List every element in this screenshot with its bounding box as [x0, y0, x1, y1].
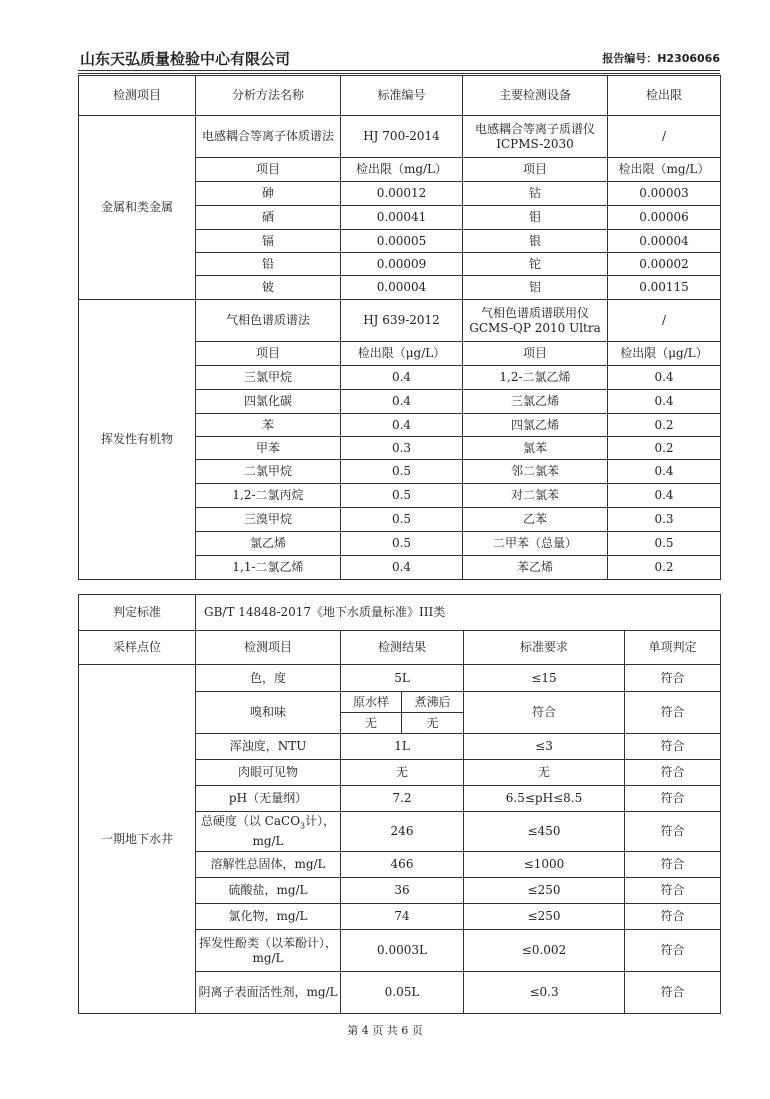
- cell: 1,2-二氯乙烯: [463, 366, 608, 390]
- test-result: 无: [341, 760, 464, 786]
- method-table-header: [79, 76, 721, 116]
- sub-header: 检出限（mg/L）: [608, 158, 721, 182]
- cell: 0.4: [608, 460, 721, 484]
- cell: 铍: [196, 276, 341, 300]
- detection-limit: /: [608, 300, 721, 342]
- cell: 铝: [463, 276, 608, 300]
- report-number: 报告编号：H2306066: [602, 52, 720, 65]
- table-row: [79, 665, 721, 692]
- judgement: 符合: [625, 734, 721, 760]
- cell: 二氯甲烷: [196, 460, 341, 484]
- cell: 二甲苯（总量）: [463, 532, 608, 556]
- standard-requirement: ≤250: [464, 878, 625, 904]
- cell: 0.00006: [608, 206, 721, 230]
- cell: 氯乙烯: [196, 532, 341, 556]
- test-result: 5L: [341, 665, 464, 692]
- cell: 0.00005: [341, 230, 463, 253]
- cell: 0.00002: [608, 253, 721, 276]
- result-subheader: 原水样: [341, 692, 402, 713]
- equipment: 气相色谱质谱联用仪 GCMS-QP 2010 Ultra: [463, 300, 608, 342]
- col-header: 检测结果: [341, 631, 464, 665]
- judgement: 符合: [625, 692, 721, 734]
- sub-header: 项目: [463, 342, 608, 366]
- judgement: 符合: [625, 904, 721, 930]
- col-header: 主要检测设备: [463, 76, 608, 116]
- col-header: 检测项目: [196, 631, 341, 665]
- cell: 钼: [463, 206, 608, 230]
- subscript: 3: [300, 821, 306, 831]
- judgement: 符合: [625, 852, 721, 878]
- cell: 三溴甲烷: [196, 508, 341, 532]
- cell: 0.3: [608, 508, 721, 532]
- test-item: 氯化物，mg/L: [196, 904, 341, 930]
- cell: 0.00004: [341, 276, 463, 300]
- cell: 0.3: [341, 437, 463, 460]
- cell: 氯苯: [463, 437, 608, 460]
- cell: 苯: [196, 414, 341, 437]
- category-metals: 金属和类金属: [79, 116, 196, 300]
- test-item: pH（无量纲）: [196, 786, 341, 812]
- standard-requirement: ≤15: [464, 665, 625, 692]
- sub-header: 项目: [196, 158, 341, 182]
- test-result: 7.2: [341, 786, 464, 812]
- cell: 邻二氯苯: [463, 460, 608, 484]
- cell: 0.00041: [341, 206, 463, 230]
- results-table-header: [79, 631, 721, 665]
- cell: 三氯甲烷: [196, 366, 341, 390]
- cell: 甲苯: [196, 437, 341, 460]
- standard-requirement: ≤250: [464, 904, 625, 930]
- test-item: 嗅和味: [196, 692, 341, 734]
- category-voc: 挥发性有机物: [79, 300, 196, 580]
- cell: 0.5: [341, 460, 463, 484]
- standard-requirement: ≤0.002: [464, 930, 625, 972]
- test-item: 浑浊度，NTU: [196, 734, 341, 760]
- standard-requirement: ≤0.3: [464, 972, 625, 1014]
- company-name: 山东天弘质量检验中心有限公司: [80, 50, 291, 68]
- col-header: 标准编号: [341, 76, 463, 116]
- sub-header: 项目: [196, 342, 341, 366]
- cell: 0.5: [341, 508, 463, 532]
- cell: 对二氯苯: [463, 484, 608, 508]
- cell: 铅: [196, 253, 341, 276]
- item-text: 计），mg/L: [252, 814, 336, 848]
- col-header: 分析方法名称: [196, 76, 341, 116]
- sub-header: 项目: [463, 158, 608, 182]
- standard-number: HJ 639-2012: [341, 300, 463, 342]
- item-text: 总硬度（以 CaCO: [200, 814, 301, 829]
- page-footer: 第 4 页 共 6 页: [347, 1024, 423, 1037]
- cell: 0.4: [608, 390, 721, 414]
- sampling-site: 一期地下水井: [79, 665, 196, 1014]
- cell: 1,2-二氯丙烷: [196, 484, 341, 508]
- equipment: 电感耦合等离子质谱仪 ICPMS-2030: [463, 116, 608, 158]
- table-row: [79, 300, 721, 342]
- cell: 三氯乙烯: [463, 390, 608, 414]
- cell: 0.00003: [608, 182, 721, 206]
- test-item: 肉眼可见物: [196, 760, 341, 786]
- cell: 0.00009: [341, 253, 463, 276]
- standard-requirement: 无: [464, 760, 625, 786]
- cell: 0.4: [341, 366, 463, 390]
- standard-value: GB/T 14848-2017《地下水质量标准》III类: [196, 595, 721, 631]
- cell: 0.5: [341, 484, 463, 508]
- cell: 0.5: [341, 532, 463, 556]
- cell: 0.5: [608, 532, 721, 556]
- test-item: 色，度: [196, 665, 341, 692]
- test-result: 36: [341, 878, 464, 904]
- cell: 0.00012: [341, 182, 463, 206]
- col-header: 标准要求: [464, 631, 625, 665]
- judgement: 符合: [625, 878, 721, 904]
- cell: 0.2: [608, 414, 721, 437]
- test-result: 无: [402, 713, 464, 734]
- standard-requirement: 符合: [464, 692, 625, 734]
- cell: 钴: [463, 182, 608, 206]
- test-item: 挥发性酚类（以苯酚计），mg/L: [196, 930, 341, 972]
- test-result: 466: [341, 852, 464, 878]
- col-header: 单项判定: [625, 631, 721, 665]
- results-table: [78, 630, 721, 1014]
- detection-limit: /: [608, 116, 721, 158]
- standard-requirement: 6.5≤pH≤8.5: [464, 786, 625, 812]
- cell: 银: [463, 230, 608, 253]
- test-item: 溶解性总固体，mg/L: [196, 852, 341, 878]
- cell: 0.2: [608, 437, 721, 460]
- test-item: 阴离子表面活性剂，mg/L: [196, 972, 341, 1014]
- method-name: 电感耦合等离子体质谱法: [196, 116, 341, 158]
- sub-header: 检出限（μg/L）: [608, 342, 721, 366]
- standard-requirement: ≤1000: [464, 852, 625, 878]
- cell: 砷: [196, 182, 341, 206]
- col-header: 采样点位: [79, 631, 196, 665]
- page-header: [80, 48, 720, 70]
- method-table: [78, 75, 721, 580]
- cell: 0.2: [608, 556, 721, 580]
- cell: 苯乙烯: [463, 556, 608, 580]
- cell: 四氯化碳: [196, 390, 341, 414]
- test-result: 74: [341, 904, 464, 930]
- test-result: 0.0003L: [341, 930, 464, 972]
- standard-number: HJ 700-2014: [341, 116, 463, 158]
- cell: 0.4: [608, 484, 721, 508]
- standard-requirement: ≤450: [464, 812, 625, 852]
- judgement: 符合: [625, 760, 721, 786]
- test-item: 硫酸盐，mg/L: [196, 878, 341, 904]
- cell: 0.4: [608, 366, 721, 390]
- method-name: 气相色谱质谱法: [196, 300, 341, 342]
- sub-header: 检出限（μg/L）: [341, 342, 463, 366]
- cell: 0.4: [341, 414, 463, 437]
- standard-label: 判定标准: [79, 595, 196, 631]
- judgement: 符合: [625, 786, 721, 812]
- cell: 0.4: [341, 390, 463, 414]
- judgement: 符合: [625, 972, 721, 1014]
- cell: 0.00004: [608, 230, 721, 253]
- test-item: [196, 812, 341, 852]
- standard-requirement: ≤3: [464, 734, 625, 760]
- judgement: 符合: [625, 930, 721, 972]
- cell: 铊: [463, 253, 608, 276]
- cell: 0.4: [341, 556, 463, 580]
- cell: 1,1-二氯乙烯: [196, 556, 341, 580]
- test-result: 0.05L: [341, 972, 464, 1014]
- test-result: 246: [341, 812, 464, 852]
- header-rule: [78, 70, 720, 71]
- judgement: 符合: [625, 812, 721, 852]
- cell: 四氯乙烯: [463, 414, 608, 437]
- cell: 硒: [196, 206, 341, 230]
- result-subheader: 煮沸后: [402, 692, 464, 713]
- cell: 镉: [196, 230, 341, 253]
- test-result: 1L: [341, 734, 464, 760]
- standard-table: [78, 594, 721, 631]
- header-rule-2: [78, 73, 720, 74]
- col-header: 检出限: [608, 76, 721, 116]
- judgement: 符合: [625, 665, 721, 692]
- cell: 0.00115: [608, 276, 721, 300]
- test-result: 无: [341, 713, 402, 734]
- table-row: [79, 116, 721, 158]
- col-header: 检测项目: [79, 76, 196, 116]
- cell: 乙苯: [463, 508, 608, 532]
- sub-header: 检出限（mg/L）: [341, 158, 463, 182]
